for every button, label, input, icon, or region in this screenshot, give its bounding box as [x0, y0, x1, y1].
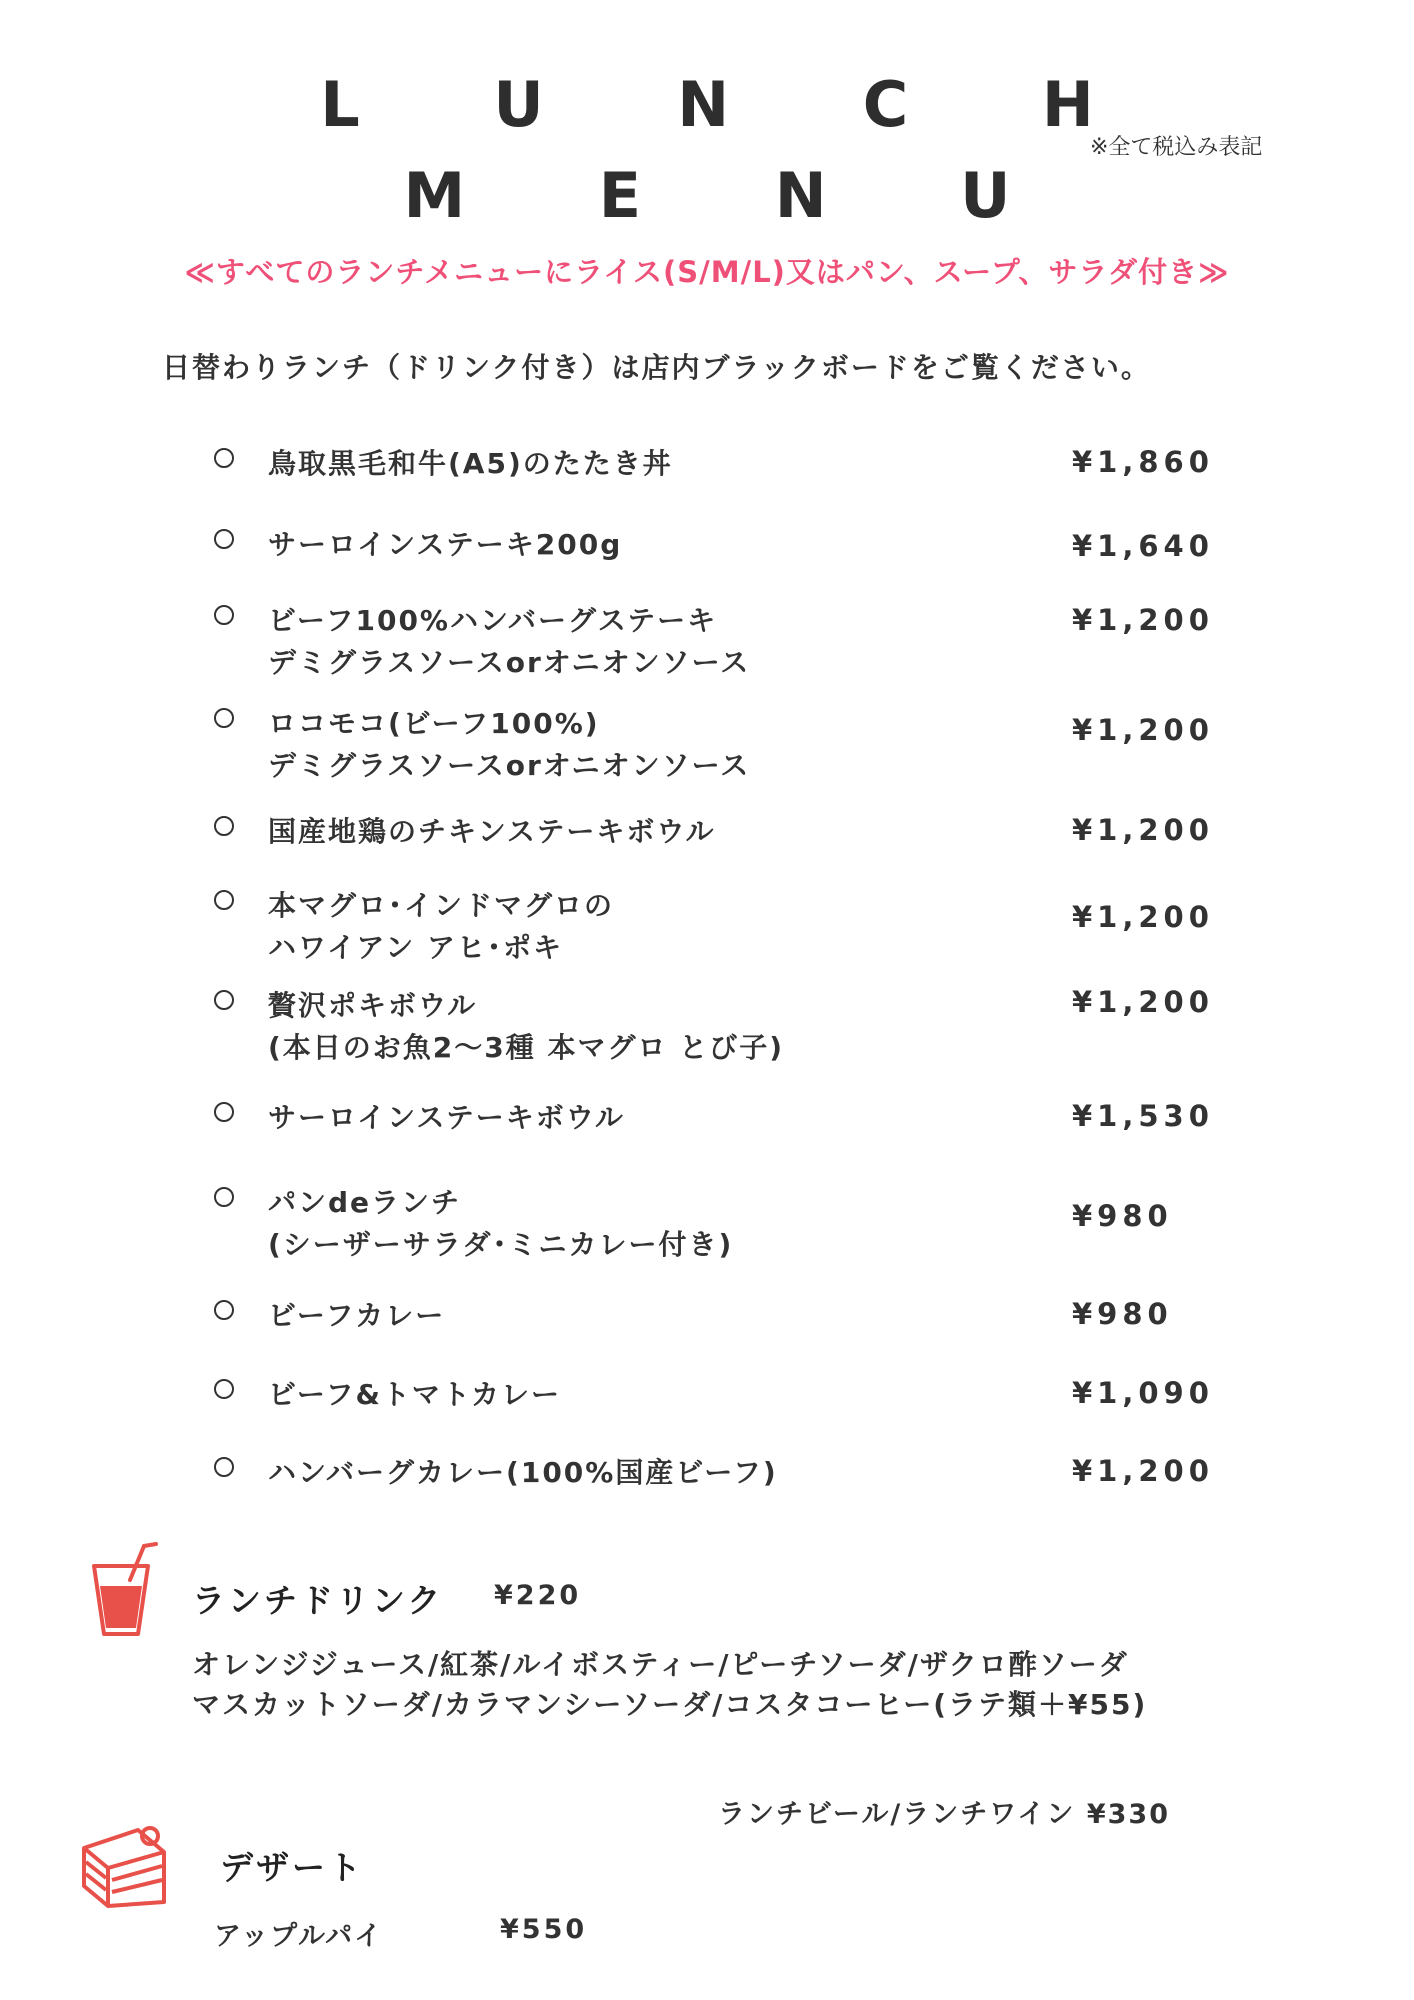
item-name: ビーフ100%ハンバーグステーキ デミグラスソースorオニオンソース: [268, 604, 751, 679]
item-price: ¥980: [1072, 1199, 1173, 1233]
item-price: ¥1,860: [1072, 445, 1214, 479]
item-price: ¥980: [1072, 1297, 1173, 1331]
cake-slice-icon: [78, 1822, 170, 1908]
item-price: ¥1,200: [1072, 1454, 1214, 1488]
item-price: ¥1,200: [1072, 603, 1214, 637]
circle-bullet-icon: [214, 1457, 234, 1477]
circle-bullet-icon: [214, 990, 234, 1010]
item-name: 贅沢ポキボウル (本日のお魚2〜3種 本マグロ とび子): [268, 989, 785, 1064]
drinks-price: ¥220: [494, 1580, 582, 1611]
daily-lunch-note: 日替わりランチ（ドリンク付き）は店内ブラックボードをご覧ください。: [162, 351, 1151, 384]
item-name: ビーフカレー: [268, 1299, 446, 1332]
item-price: ¥1,530: [1072, 1099, 1214, 1133]
circle-bullet-icon: [214, 708, 234, 728]
dessert-price: ¥550: [500, 1914, 588, 1945]
dessert-item: アップルパイ: [214, 1921, 384, 1952]
circle-bullet-icon: [214, 1379, 234, 1399]
circle-bullet-icon: [214, 1300, 234, 1320]
item-price: ¥1,200: [1072, 900, 1214, 934]
item-name: サーロインステーキボウル: [268, 1101, 625, 1134]
circle-bullet-icon: [214, 605, 234, 625]
item-name: パンdeランチ (シーザーサラダ･ミニカレー付き): [268, 1186, 734, 1261]
item-price: ¥1,200: [1072, 985, 1214, 1019]
tax-note: ※全て税込み表記: [1090, 135, 1263, 160]
circle-bullet-icon: [214, 890, 234, 910]
item-name: ハンバーグカレー(100%国産ビーフ): [268, 1456, 778, 1489]
item-price: ¥1,640: [1072, 529, 1214, 563]
circle-bullet-icon: [214, 1187, 234, 1207]
title-line-2: M E N U: [403, 159, 1067, 232]
drinks-title: ランチドリンク: [192, 1581, 444, 1620]
item-name: 国産地鶏のチキンステーキボウル: [268, 815, 716, 848]
included-note: ≪すべてのランチメニューにライス(S/M/L)又はパン、スープ、サラダ付き≫: [184, 255, 1230, 289]
item-price: ¥1,200: [1072, 813, 1214, 847]
item-name: ビーフ&トマトカレー: [268, 1378, 562, 1411]
item-name: ロコモコ(ビーフ100%) デミグラスソースorオニオンソース: [268, 707, 751, 782]
circle-bullet-icon: [214, 816, 234, 836]
drink-glass-icon: [86, 1540, 158, 1640]
beer-wine-line: ランチビール/ランチワイン ¥330: [718, 1799, 1170, 1830]
item-name: 鳥取黒毛和牛(A5)のたたき丼: [268, 447, 673, 480]
drinks-list: オレンジジュース/紅茶/ルイボスティー/ピーチソーダ/ザクロ酢ソーダ マスカットソーダ/カラマンシーソーダ/コスタコーヒー(ラテ類＋¥55): [192, 1648, 1148, 1721]
circle-bullet-icon: [214, 448, 234, 468]
item-price: ¥1,090: [1072, 1376, 1214, 1410]
item-name: 本マグロ･インドマグロの ハワイアン アヒ･ポキ: [268, 889, 615, 964]
item-name: サーロインステーキ200g: [268, 528, 623, 561]
item-price: ¥1,200: [1072, 713, 1214, 747]
circle-bullet-icon: [214, 1102, 234, 1122]
title-line-1: L U N C H: [320, 68, 1150, 141]
circle-bullet-icon: [214, 529, 234, 549]
dessert-title: デザート: [220, 1848, 364, 1887]
